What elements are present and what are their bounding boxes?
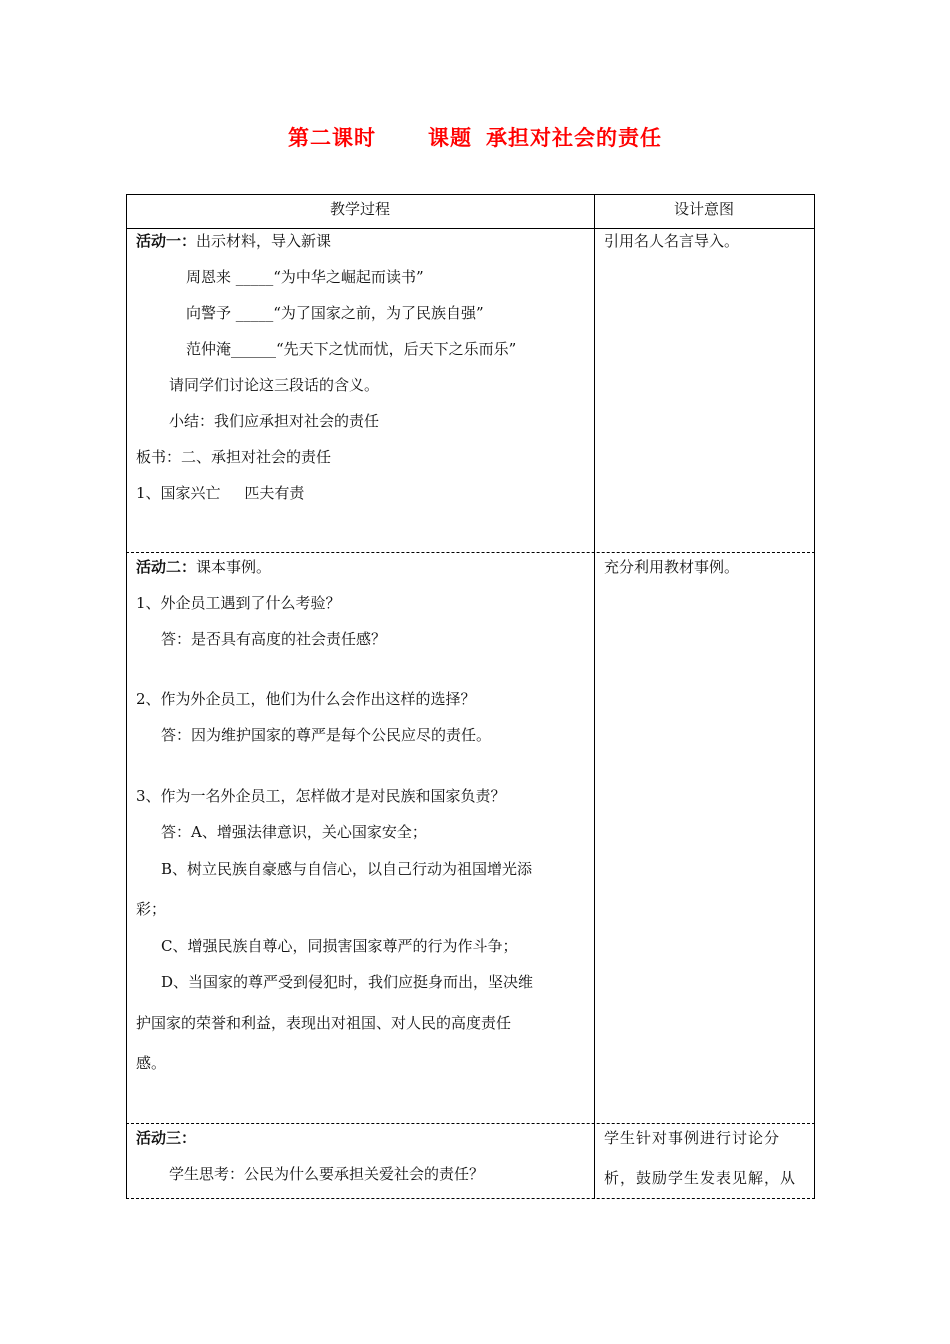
lesson-table <box>126 194 815 1199</box>
activity3-think: 学生思考：公民为什么要承担关爱社会的责任？ <box>169 1165 485 1183</box>
table-left-border <box>126 194 127 1199</box>
row-divider-1 <box>126 552 815 553</box>
activity3-intent-line2: 析，鼓励学生发表见解，从 <box>604 1169 797 1187</box>
activity2-a3d-line1: D、当国家的尊严受到侵犯时，我们应挺身而出，坚决维 <box>161 973 534 991</box>
activity2-a3d-line2: 护国家的荣誉和利益，表现出对祖国、对人民的高度责任 <box>136 1014 512 1032</box>
activity1-intent: 引用名人名言导入。 <box>604 232 740 250</box>
activity1-discuss: 请同学们讨论这三段话的含义。 <box>169 376 380 394</box>
header-intent: 设计意图 <box>673 200 734 218</box>
activity2-a3c: C、增强民族自尊心，同损害国家尊严的行为作斗争； <box>161 937 518 955</box>
activity2-a2: 答：因为维护国家的尊严是每个公民应尽的责任。 <box>161 726 492 744</box>
activity2-a3a: 答：A、增强法律意识，关心国家安全； <box>161 823 427 841</box>
activity2-q3: 3、作为一名外企员工，怎样做才是对民族和国家负责？ <box>136 787 506 805</box>
lesson-number: 第二课时 <box>288 126 376 150</box>
header-process: 教学过程 <box>329 200 390 218</box>
activity2-heading: 活动二： <box>136 558 197 576</box>
activity2-a3b-line2: 彩； <box>136 900 167 918</box>
activity2-heading-row <box>136 557 271 577</box>
activity1-heading: 活动一： <box>136 232 197 250</box>
header-divider <box>126 228 815 229</box>
activity1-heading-row <box>136 231 331 251</box>
row-divider-2 <box>126 1123 815 1124</box>
column-divider <box>594 194 595 1199</box>
activity2-heading-text: 课本事例。 <box>196 558 272 576</box>
activity1-point1: 1、国家兴亡 匹夫有责 <box>136 484 305 502</box>
topic-label: 课题 <box>428 126 472 150</box>
topic-text: 承担对社会的责任 <box>486 126 662 150</box>
activity2-a1: 答：是否具有高度的社会责任感？ <box>161 630 387 648</box>
quote-2: 向警予 _____“为了国家之前，为了民族自强” <box>186 304 484 322</box>
activity2-intent: 充分利用教材事例。 <box>604 558 740 576</box>
activity1-board: 板书：二、承担对社会的责任 <box>136 448 332 466</box>
activity2-q1: 1、外企员工遇到了什么考验？ <box>136 594 341 612</box>
activity1-heading-text: 出示材料，导入新课 <box>196 232 332 250</box>
activity2-a3d-line3: 感。 <box>136 1054 167 1072</box>
activity3-heading: 活动三： <box>136 1129 197 1147</box>
activity1-summary: 小结：我们应承担对社会的责任 <box>169 412 380 430</box>
activity2-q2: 2、作为外企员工，他们为什么会作出这样的选择？ <box>136 690 476 708</box>
quote-3: 范仲淹______“先天下之忧而忧，后天下之乐而乐” <box>186 340 517 358</box>
page-title <box>0 122 950 152</box>
activity2-a3b-line1: B、树立民族自豪感与自信心，以自己行动为祖国增光添 <box>161 860 533 878</box>
row-divider-3 <box>126 1198 815 1199</box>
activity3-intent-line1: 学生针对事例进行讨论分 <box>604 1129 781 1147</box>
quote-1: 周恩来 _____“为中华之崛起而读书” <box>186 268 424 286</box>
table-right-border <box>814 194 815 1199</box>
